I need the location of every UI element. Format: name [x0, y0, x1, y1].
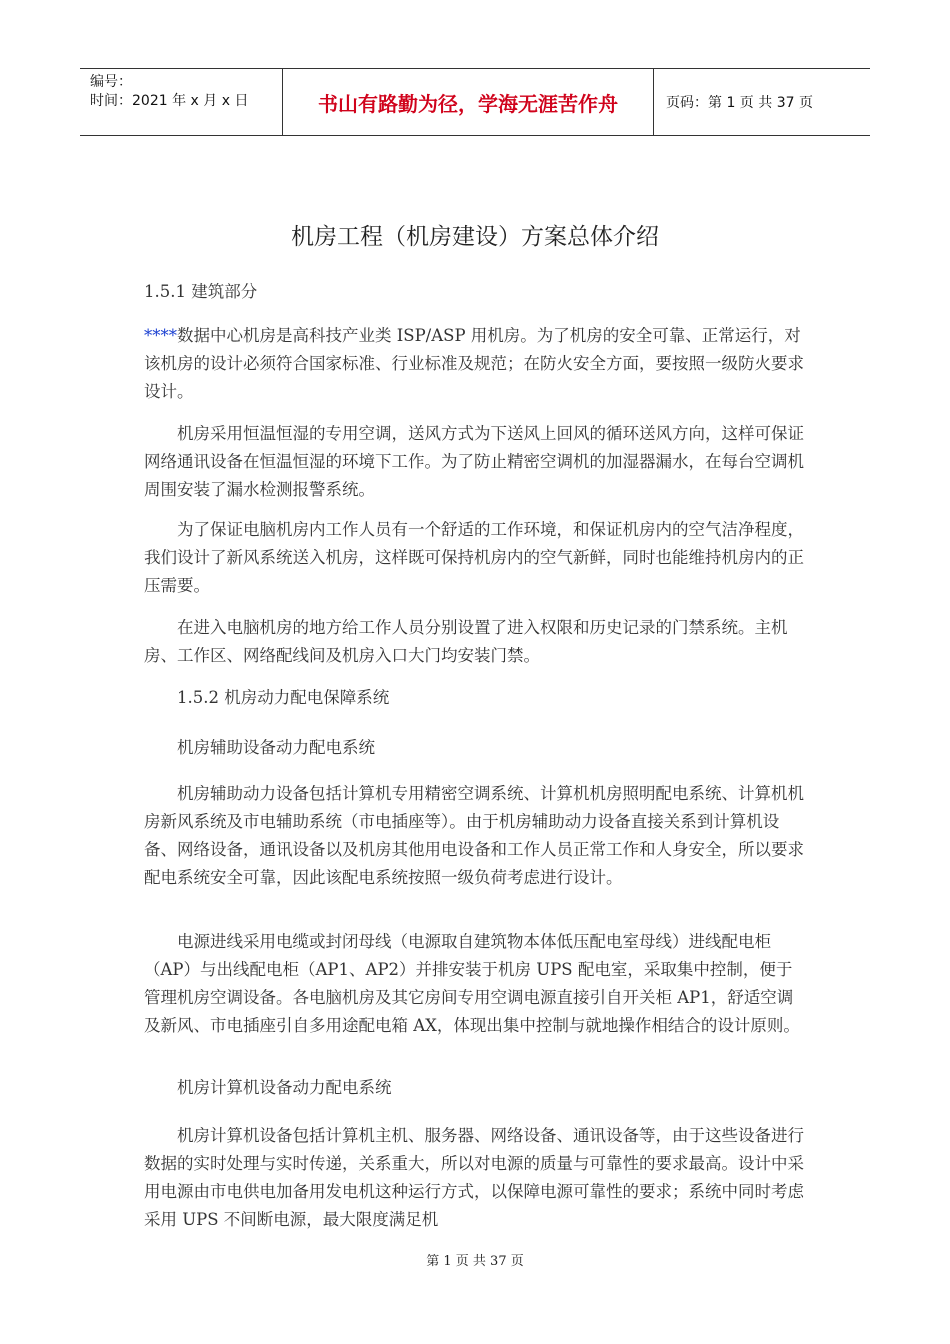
code-label: 编号：: [90, 74, 132, 90]
paragraph-3: 为了保证电脑机房内工作人员有一个舒适的工作环境，和保证机房内的空气洁净程度，我们设计了新风系统送入机房，这样既可保持机房内的空气新鲜，同时也能维持机房内的正压需要。: [144, 520, 804, 595]
page-number-label: 页码：第 1 页 共 37 页: [666, 95, 813, 111]
header-motto-cell: [282, 69, 654, 135]
paragraph-4: 在进入电脑机房的地方给工作人员分别设置了进入权限和历史记录的门禁系统。主机房、工作区、网络配线间及机房入口大门均安装门禁。: [144, 618, 788, 665]
header-meta-cell: [80, 69, 282, 135]
paragraph-2: 机房采用恒温恒湿的专用空调，送风方式为下送风上回风的循环送风方向，这样可保证网络通讯设备在恒温恒湿的环境下工作。为了防止精密空调机的加湿器漏水，在每台空调机周围安装了漏水检测报警系统。: [144, 424, 804, 499]
paragraph-5: 机房辅助动力设备包括计算机专用精密空调系统、计算机机房照明配电系统、计算机机房新风系统及市电辅助系统（市电插座等）。由于机房辅助动力设备直接关系到计算机设备、网络设备，通讯设备以及机房其他用电设备和工作人员正常工作和人身安全，所以要求配电系统安全可靠，因此该配电系统按照一级负荷考虑进行设计。: [144, 784, 804, 887]
subheading-computer-power: 机房计算机设备动力配电系统: [177, 1078, 392, 1097]
paragraph-1: [144, 322, 804, 406]
paragraph-7: 机房计算机设备包括计算机主机、服务器、网络设备、通讯设备等，由于这些设备进行数据的实时处理与实时传递，关系重大，所以对电源的质量与可靠性的要求最高。设计中采用电源由市电供电加备用发电机这种运行方式，以保障电源可靠性的要求；系统中同时考虑采用 UPS 不间断电源，最大限度满足机: [144, 1126, 804, 1229]
header-page-cell: [654, 69, 870, 135]
section-heading-151: 1.5.1 建筑部分: [144, 282, 258, 301]
paragraph-1-text: 数据中心机房是高科技产业类 ISP/ASP 用机房。为了机房的安全可靠、正常运行，对该机房的设计必须符合国家标准、行业标准及规范；在防火安全方面，要按照一级防火要求设计。: [144, 326, 804, 401]
motto-text: 书山有路勤为径，学海无涯苦作舟: [318, 91, 618, 116]
subheading-auxiliary-power: 机房辅助设备动力配电系统: [177, 738, 375, 757]
paragraph-6: 电源进线采用电缆或封闭母线（电源取自建筑物本体低压配电室母线）进线配电柜（AP）与出线配电柜（AP1、AP2）并排安装于机房 UPS 配电室，采取集中控制，便于管理机房空调设备。各电脑机房及其它房间专用空调电源直接引自开关柜 AP1，舒适空调及新风、市电插座引自多用途配电箱 AX，体现出集中控制与就地操作相结合的设计原则。: [144, 932, 800, 1035]
redacted-name: ****: [144, 326, 177, 345]
page-header: [80, 68, 870, 136]
date-label: 时间：2021 年 x 月 x 日: [90, 93, 249, 109]
section-heading-152: 1.5.2 机房动力配电保障系统: [177, 688, 390, 707]
document-title: 机房工程（机房建设）方案总体介绍: [291, 224, 659, 250]
page-footer: 第 1 页 共 37 页: [426, 1254, 524, 1269]
